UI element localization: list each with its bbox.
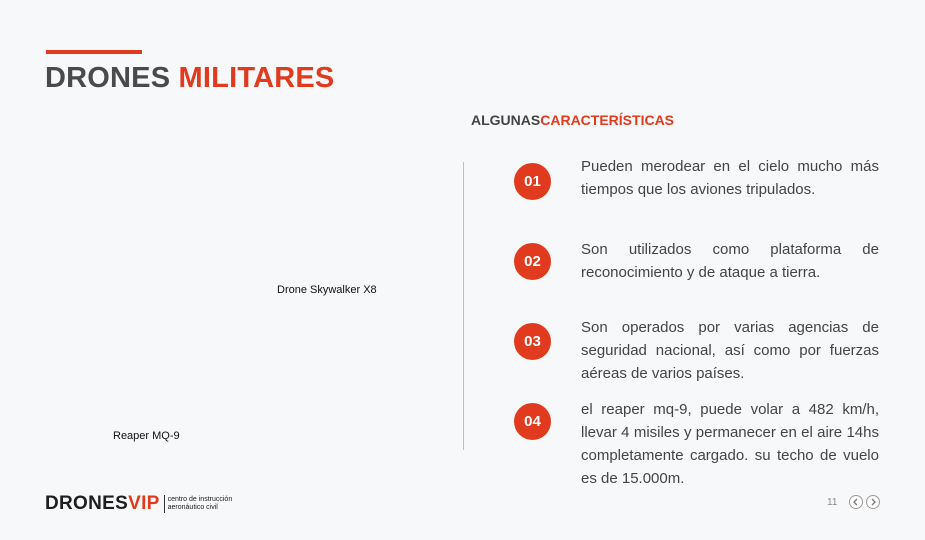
title-part-drones: DRONES (45, 62, 171, 94)
item-number-3: 03 (514, 323, 551, 360)
logo-separator (164, 495, 165, 513)
item-text-1: Pueden merodear en el cielo mucho más tiempos que los aviones tripulados. (581, 158, 879, 198)
item-number-4: 04 (514, 403, 551, 440)
logo-word-vip: VIP (128, 493, 160, 514)
title-part-militares: MILITARES (178, 62, 335, 94)
subtitle-part-caracteristicas: CARACTERÍSTICAS (540, 112, 675, 128)
item-text-2: Son utilizados como plataforma de reconocimiento y de ataque a tierra. (581, 241, 879, 281)
dronesvip-logo (45, 493, 232, 515)
item-number-2: 02 (514, 243, 551, 280)
section-subtitle (471, 112, 674, 128)
previous-slide-button[interactable] (849, 495, 863, 509)
item-number-1: 01 (514, 163, 551, 200)
page-title (45, 62, 334, 95)
item-text-3: Son operados por varias agencias de seguridad nacional, así como por fuerzas aéreas de varios países. (581, 319, 879, 382)
caption-reaper: Reaper MQ-9 (113, 430, 180, 442)
next-slide-button[interactable] (866, 495, 880, 509)
logo-wordmark (45, 493, 160, 515)
caption-skywalker: Drone Skywalker X8 (277, 284, 377, 296)
item-text-4: el reaper mq-9, puede volar a 482 km/h, llevar 4 misiles y permanecer en el aire 14hs completamente cargado. su techo de vuelo es de 15.000m. (581, 401, 879, 487)
page-number: 11 (827, 497, 838, 508)
chevron-right-icon (869, 498, 877, 506)
vertical-divider (463, 162, 464, 450)
logo-subtitle-line1: centro de instrucción (167, 496, 233, 503)
logo-subtitle-line2: aeronáutico civil (167, 504, 218, 511)
chevron-left-icon (852, 498, 860, 506)
logo-subtitle (168, 496, 233, 512)
logo-word-drones: DRONES (45, 493, 129, 514)
title-accent-bar (46, 50, 142, 54)
subtitle-part-algunas: ALGUNAS (471, 112, 541, 128)
